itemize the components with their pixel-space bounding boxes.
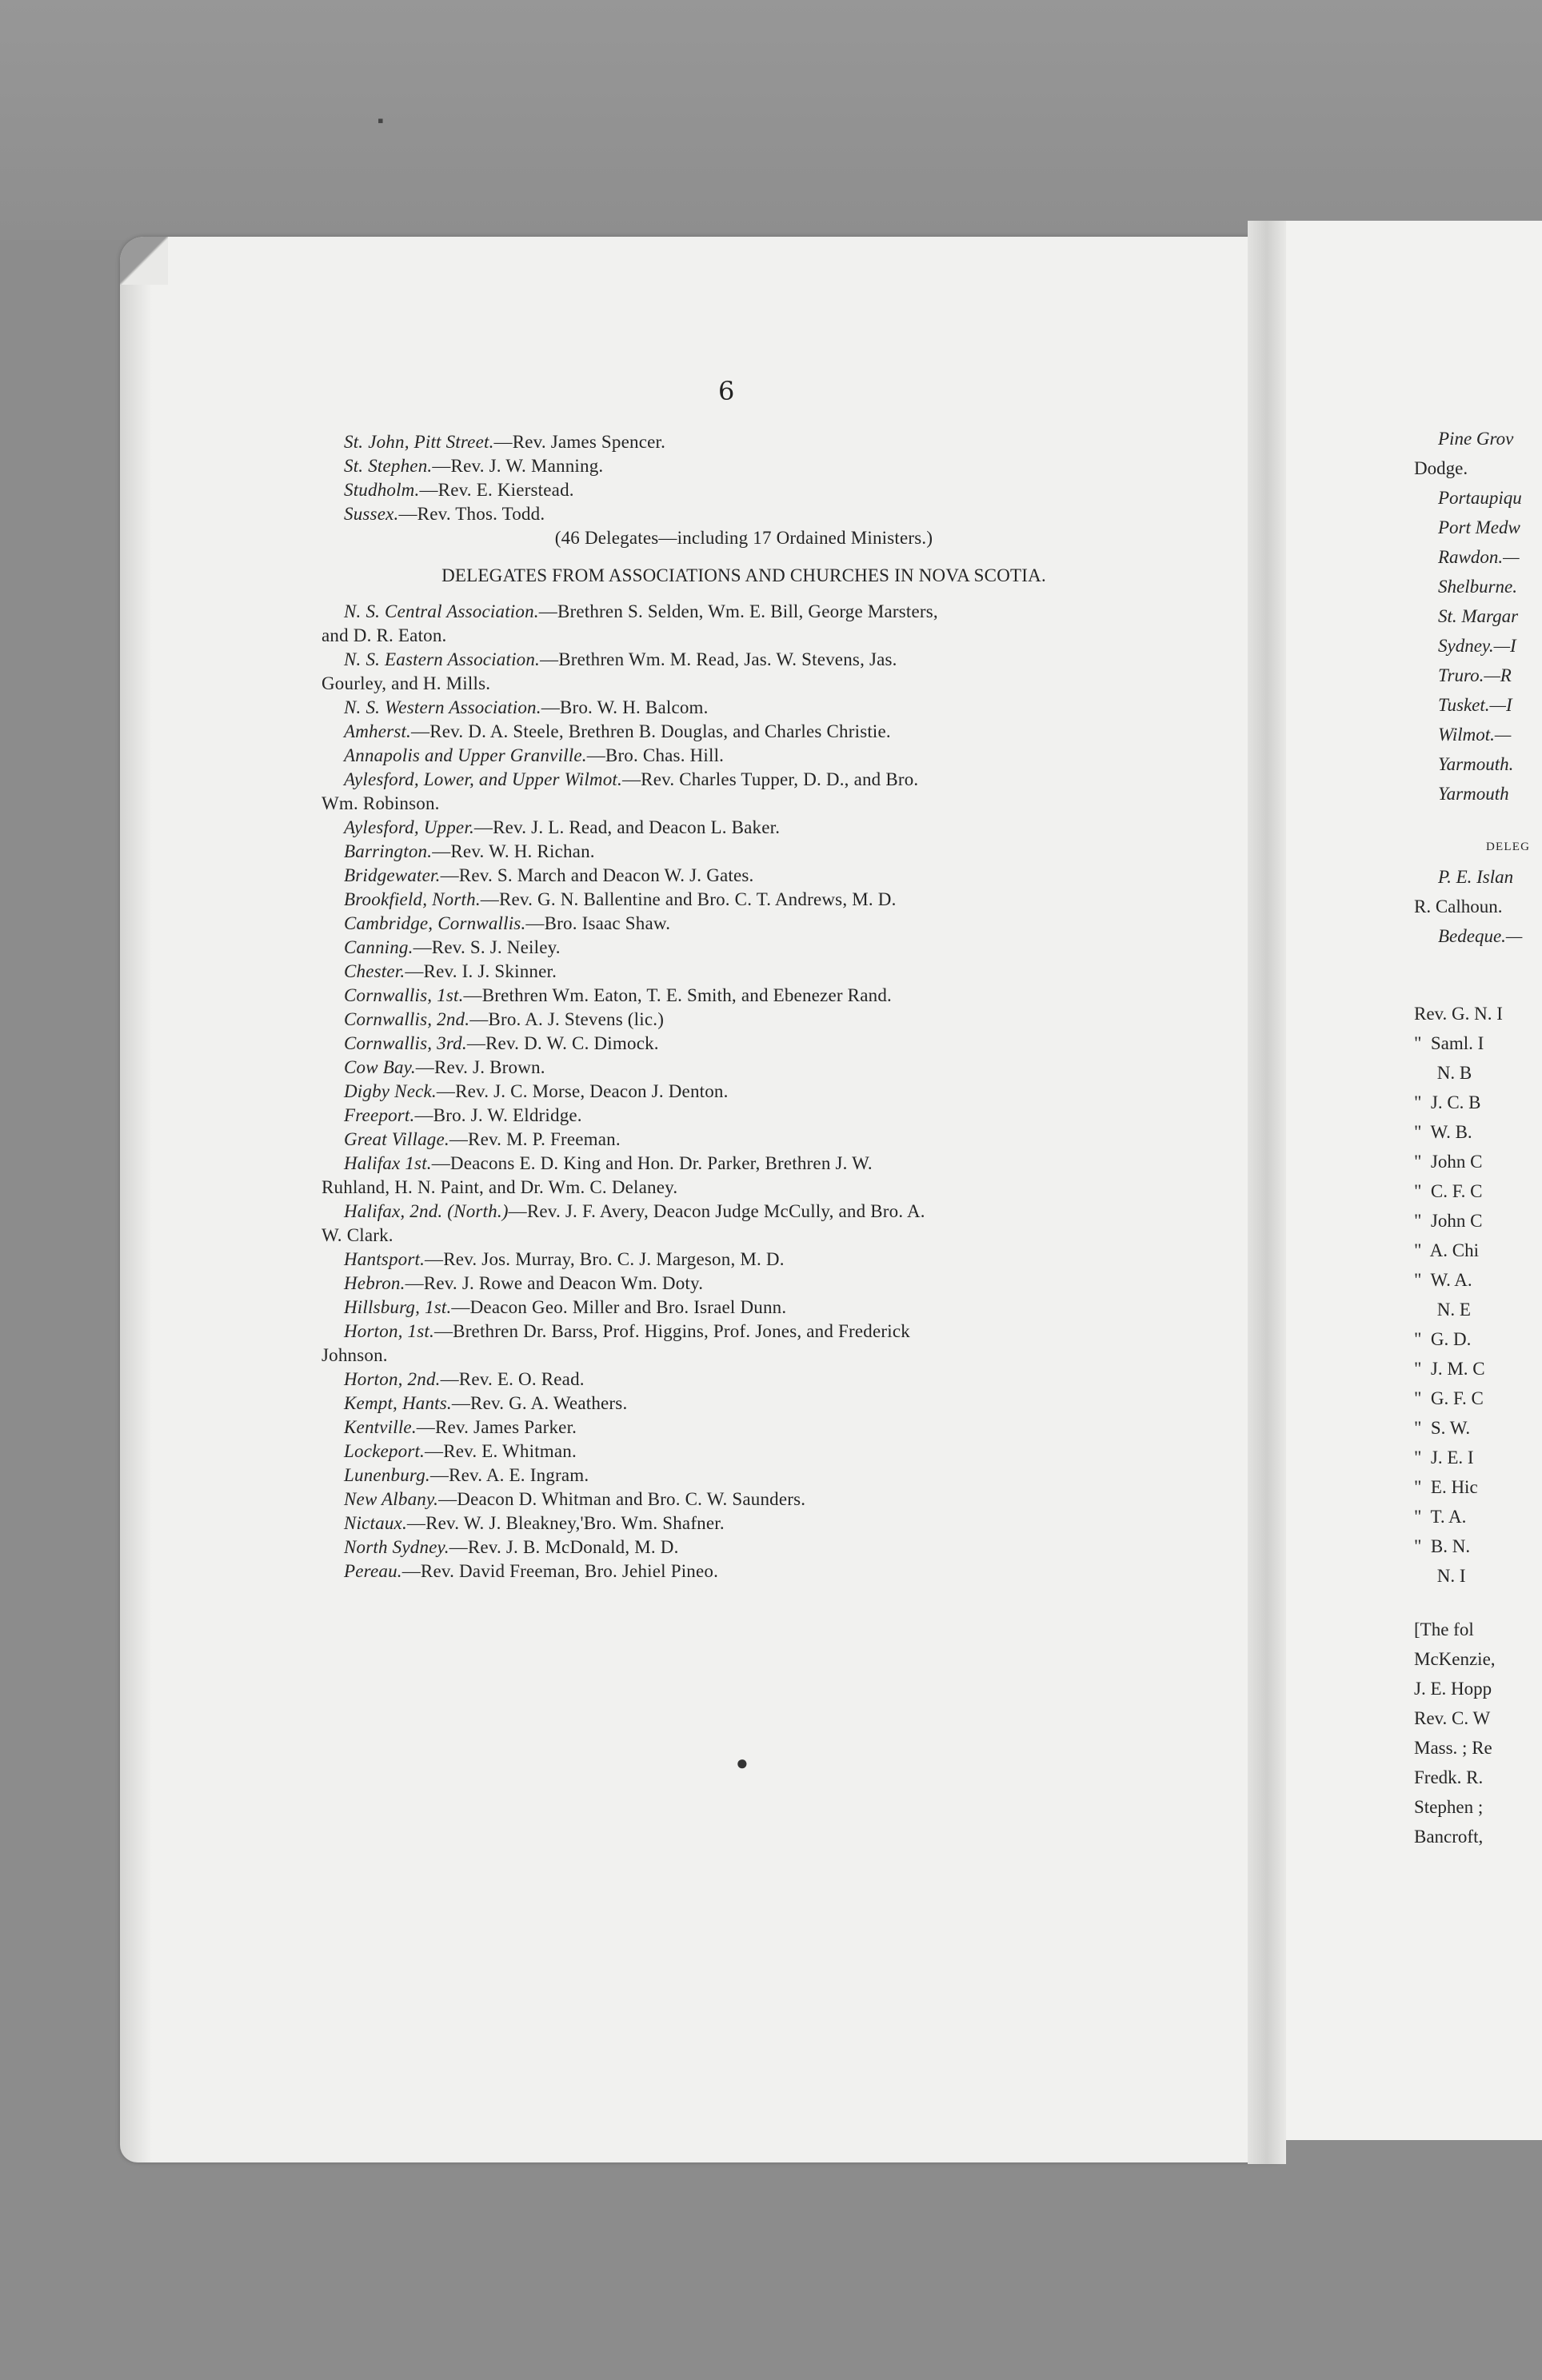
delegate-names: —Rev. G. N. Ballentine and Bro. C. T. Andrews, M. D. xyxy=(480,889,897,909)
church-name: Cambridge, Cornwallis. xyxy=(344,913,526,933)
text-line: N. I xyxy=(1414,1566,1466,1586)
delegate-entry xyxy=(344,768,1144,792)
entry-continuation: Wm. Robinson. xyxy=(322,793,440,813)
text-line: " John C xyxy=(1414,1152,1483,1172)
delegate-count: (46 Delegates—including 17 Ordained Ministers.) xyxy=(554,528,933,548)
delegate-names: —Rev. J. B. McDonald, M. D. xyxy=(449,1537,679,1557)
delegate-entry xyxy=(344,648,1144,672)
delegate-names: —Rev. W. H. Richan. xyxy=(432,841,595,861)
delegate-entry xyxy=(344,1080,1144,1104)
text-line: R. Calhoun. xyxy=(1414,896,1503,916)
text-line: " W. B. xyxy=(1414,1122,1472,1142)
delegate-names: —Rev. S. March and Deacon W. J. Gates. xyxy=(440,865,754,885)
church-name: Cow Bay. xyxy=(344,1057,416,1077)
delegate-entry xyxy=(344,720,1144,744)
delegate-names: —Rev. W. J. Bleakney,'Bro. Wm. Shafner. xyxy=(406,1513,725,1533)
text-line: Rev. C. W xyxy=(1414,1708,1491,1728)
delegate-names: —Rev. J. Brown. xyxy=(415,1057,545,1077)
delegate-names: —Rev. E. Kierstead. xyxy=(419,480,574,500)
delegate-names: —Rev. J. C. Morse, Deacon J. Denton. xyxy=(436,1081,729,1101)
entry-continuation: W. Clark. xyxy=(322,1225,393,1245)
entry-continuation: Gourley, and H. Mills. xyxy=(322,673,491,693)
delegate-entry xyxy=(344,912,1144,936)
church-name: North Sydney. xyxy=(344,1537,449,1557)
text-line: Stephen ; xyxy=(1414,1797,1484,1817)
delegate-entry xyxy=(344,1272,1144,1296)
church-name: Cornwallis, 2nd. xyxy=(344,1009,470,1029)
church-name: Portaupiqu xyxy=(1438,488,1522,508)
text-line: J. E. Hopp xyxy=(1414,1679,1492,1699)
church-name: P. E. Islan xyxy=(1438,867,1514,887)
page-number: 6 xyxy=(718,376,735,406)
ink-blot: ● xyxy=(736,1751,749,1775)
text-line: " S. W. xyxy=(1414,1418,1471,1438)
church-name: Brookfield, North. xyxy=(344,889,481,909)
church-name: Canning. xyxy=(344,937,413,957)
section-heading: DELEGATES FROM ASSOCIATIONS AND CHURCHES IN NOVA SCOTIA. xyxy=(441,565,1046,585)
speck-mark: ▪ xyxy=(378,110,384,130)
delegate-names: —Brethren Wm. M. Read, Jas. W. Stevens, Jas. xyxy=(540,649,897,669)
text-line: " John C xyxy=(1414,1211,1483,1231)
church-name: Pereau. xyxy=(344,1561,402,1581)
church-name: Halifax, 2nd. (North.) xyxy=(344,1201,509,1221)
entry-continuation: and D. R. Eaton. xyxy=(322,625,447,645)
delegate-names: —Brethren Dr. Barss, Prof. Higgins, Prof. Jones, and Frederick xyxy=(433,1321,910,1341)
delegate-names: —Bro. A. J. Stevens (lic.) xyxy=(469,1009,665,1029)
church-name: Yarmouth xyxy=(1438,784,1509,804)
church-name: Tusket.—I xyxy=(1438,695,1512,715)
text-line: Fredk. R. xyxy=(1414,1767,1484,1787)
entry-continuation: Johnson. xyxy=(322,1345,388,1365)
church-name: Great Village. xyxy=(344,1129,449,1149)
delegate-names: —Rev. Charles Tupper, D. D., and Bro. xyxy=(621,769,919,789)
delegate-names: —Rev. Jos. Murray, Bro. C. J. Margeson, M. D. xyxy=(425,1249,785,1269)
delegate-entry xyxy=(344,1511,1144,1535)
delegate-names: —Rev. J. L. Read, and Deacon L. Baker. xyxy=(473,817,781,837)
church-name: Nictaux. xyxy=(344,1513,407,1533)
delegate-entry xyxy=(344,744,1144,768)
church-name: Horton, 1st. xyxy=(344,1321,434,1341)
church-name: Rawdon.— xyxy=(1438,547,1520,567)
delegate-names: —Rev. G. A. Weathers. xyxy=(451,1393,628,1413)
delegate-entry xyxy=(344,1488,1144,1511)
text-line: N. E xyxy=(1414,1300,1471,1320)
delegate-entry xyxy=(344,1464,1144,1488)
left-page-text xyxy=(322,430,1144,1583)
spacer xyxy=(1414,809,1542,833)
delegate-entry xyxy=(344,1128,1144,1152)
delegate-names: —Bro. W. H. Balcom. xyxy=(541,697,709,717)
text-line: McKenzie, xyxy=(1414,1649,1496,1669)
text-line: " G. D. xyxy=(1414,1329,1472,1349)
text-line: Rev. G. N. I xyxy=(1414,1004,1503,1024)
delegate-names: —Rev. M. P. Freeman. xyxy=(449,1129,621,1149)
delegate-entry xyxy=(344,502,1144,526)
text-line: " E. Hic xyxy=(1414,1477,1478,1497)
text-line: " A. Chi xyxy=(1414,1240,1479,1260)
text-line: " Saml. I xyxy=(1414,1033,1484,1053)
church-name: Shelburne. xyxy=(1438,577,1518,597)
church-name: Aylesford, Upper. xyxy=(344,817,474,837)
delegate-names: —Rev. J. W. Manning. xyxy=(432,456,604,476)
entry-continuation: Ruhland, H. N. Paint, and Dr. Wm. C. Delaney. xyxy=(322,1177,678,1197)
church-name: Digby Neck. xyxy=(344,1081,437,1101)
delegate-entry xyxy=(344,816,1144,840)
church-name: Studholm. xyxy=(344,480,420,500)
text-line: " W. A. xyxy=(1414,1270,1472,1290)
delegate-entry xyxy=(344,1152,1144,1176)
delegate-entry xyxy=(344,600,1144,624)
delegate-entry xyxy=(344,478,1144,502)
delegate-names: —Rev. E. Whitman. xyxy=(425,1441,577,1461)
delegate-names: —Bro. Isaac Shaw. xyxy=(525,913,671,933)
delegate-names: —Rev. D. A. Steele, Brethren B. Douglas, and Charles Christie. xyxy=(411,721,891,741)
delegate-names: —Rev. Thos. Todd. xyxy=(398,504,545,524)
delegate-entry xyxy=(344,984,1144,1008)
delegate-names: —Rev. S. J. Neiley. xyxy=(413,937,561,957)
delegate-names: —Rev. E. O. Read. xyxy=(440,1369,585,1389)
church-name: Wilmot.— xyxy=(1438,725,1512,745)
church-name: N. S. Eastern Association. xyxy=(344,649,541,669)
delegate-names: —Rev. I. J. Skinner. xyxy=(405,961,557,981)
delegate-entry xyxy=(344,888,1144,912)
delegate-entry xyxy=(344,1200,1144,1224)
spacer xyxy=(1414,1591,1542,1615)
text-line: " B. N. xyxy=(1414,1536,1471,1556)
text-line: Dodge. xyxy=(1414,458,1468,478)
church-name: Pine Grov xyxy=(1438,429,1514,449)
text-line: [The fol xyxy=(1414,1619,1474,1639)
church-name: Cornwallis, 1st. xyxy=(344,985,464,1005)
delegate-entry xyxy=(344,1296,1144,1320)
church-name: Hantsport. xyxy=(344,1249,425,1269)
church-name: Hillsburg, 1st. xyxy=(344,1297,452,1317)
section-heading: DELEG xyxy=(1486,841,1531,853)
text-line: Bancroft, xyxy=(1414,1827,1484,1847)
church-name: St. Margar xyxy=(1438,606,1519,626)
text-line: " J. M. C xyxy=(1414,1359,1485,1379)
church-name: Freeport. xyxy=(344,1105,415,1125)
text-line: " J. E. I xyxy=(1414,1448,1474,1468)
delegate-names: —Deacon D. Whitman and Bro. C. W. Saunders. xyxy=(438,1489,806,1509)
church-name: Aylesford, Lower, and Upper Wilmot. xyxy=(344,769,622,789)
church-name: Lunenburg. xyxy=(344,1465,430,1485)
spacer xyxy=(1414,951,1542,975)
delegate-entry xyxy=(344,1368,1144,1392)
delegate-entry xyxy=(344,1032,1144,1056)
delegate-entry xyxy=(344,1008,1144,1032)
delegate-entry xyxy=(344,1056,1144,1080)
delegate-entry xyxy=(344,1416,1144,1440)
church-name: St. John, Pitt Street. xyxy=(344,432,494,452)
delegate-entry xyxy=(344,1104,1144,1128)
background xyxy=(0,0,1542,240)
text-line: Mass. ; Re xyxy=(1414,1738,1492,1758)
delegate-entry xyxy=(344,696,1144,720)
delegate-entry xyxy=(344,430,1144,454)
delegate-entry xyxy=(344,864,1144,888)
right-page-text xyxy=(1414,424,1542,1851)
delegate-names: —Deacons E. D. King and Hon. Dr. Parker, Brethren J. W. xyxy=(431,1153,873,1173)
church-name: Kentville. xyxy=(344,1417,417,1437)
delegate-entry xyxy=(344,936,1144,960)
delegate-names: —Rev. A. E. Ingram. xyxy=(429,1465,589,1485)
church-name: Port Medw xyxy=(1438,517,1520,537)
church-name: Lockeport. xyxy=(344,1441,425,1461)
church-name: Horton, 2nd. xyxy=(344,1369,441,1389)
delegate-entry xyxy=(344,1392,1144,1416)
church-name: Yarmouth. xyxy=(1438,754,1514,774)
book-gutter xyxy=(1248,221,1286,2164)
church-name: Bedeque.— xyxy=(1438,926,1523,946)
church-name: St. Stephen. xyxy=(344,456,433,476)
delegate-names: —Rev. James Spencer. xyxy=(493,432,666,452)
text-line: " J. C. B xyxy=(1414,1092,1481,1112)
delegate-names: —Bro. J. W. Eldridge. xyxy=(414,1105,582,1125)
delegate-entry xyxy=(344,1320,1144,1344)
delegate-entry xyxy=(344,454,1144,478)
church-name: Truro.—R xyxy=(1438,665,1512,685)
delegate-names: —Deacon Geo. Miller and Bro. Israel Dunn. xyxy=(451,1297,787,1317)
delegate-names: —Rev. James Parker. xyxy=(416,1417,577,1437)
delegate-names: —Rev. J. Rowe and Deacon Wm. Doty. xyxy=(405,1273,704,1293)
church-name: N. S. Central Association. xyxy=(344,601,539,621)
delegate-entry xyxy=(344,1535,1144,1559)
delegate-names: —Brethren S. Selden, Wm. E. Bill, George Marsters, xyxy=(538,601,938,621)
delegate-entry xyxy=(344,840,1144,864)
church-name: Sussex. xyxy=(344,504,399,524)
church-name: N. S. Western Association. xyxy=(344,697,541,717)
delegate-names: —Rev. David Freeman, Bro. Jehiel Pineo. xyxy=(401,1561,719,1581)
delegate-names: —Rev. J. F. Avery, Deacon Judge McCully, and Bro. A. xyxy=(508,1201,925,1221)
church-name: Amherst. xyxy=(344,721,412,741)
delegate-names: —Bro. Chas. Hill. xyxy=(586,745,725,765)
text-line: " T. A. xyxy=(1414,1507,1467,1527)
text-line: " G. F. C xyxy=(1414,1388,1484,1408)
church-name: Kempt, Hants. xyxy=(344,1393,452,1413)
church-name: Hebron. xyxy=(344,1273,405,1293)
church-name: Halifax 1st. xyxy=(344,1153,432,1173)
church-name: Chester. xyxy=(344,961,405,981)
delegate-entry xyxy=(344,1248,1144,1272)
church-name: New Albany. xyxy=(344,1489,439,1509)
spacer xyxy=(1414,975,1542,999)
church-name: Sydney.—I xyxy=(1438,636,1516,656)
text-line: " C. F. C xyxy=(1414,1181,1483,1201)
delegate-entry xyxy=(344,1440,1144,1464)
church-name: Cornwallis, 3rd. xyxy=(344,1033,467,1053)
delegate-names: —Rev. D. W. C. Dimock. xyxy=(466,1033,659,1053)
church-name: Barrington. xyxy=(344,841,433,861)
church-name: Bridgewater. xyxy=(344,865,441,885)
text-line: N. B xyxy=(1414,1063,1472,1083)
delegate-entry xyxy=(344,960,1144,984)
delegate-names: —Brethren Wm. Eaton, T. E. Smith, and Ebenezer Rand. xyxy=(463,985,892,1005)
delegate-entry xyxy=(344,1559,1144,1583)
church-name: Annapolis and Upper Granville. xyxy=(344,745,587,765)
page-corner xyxy=(120,237,168,285)
